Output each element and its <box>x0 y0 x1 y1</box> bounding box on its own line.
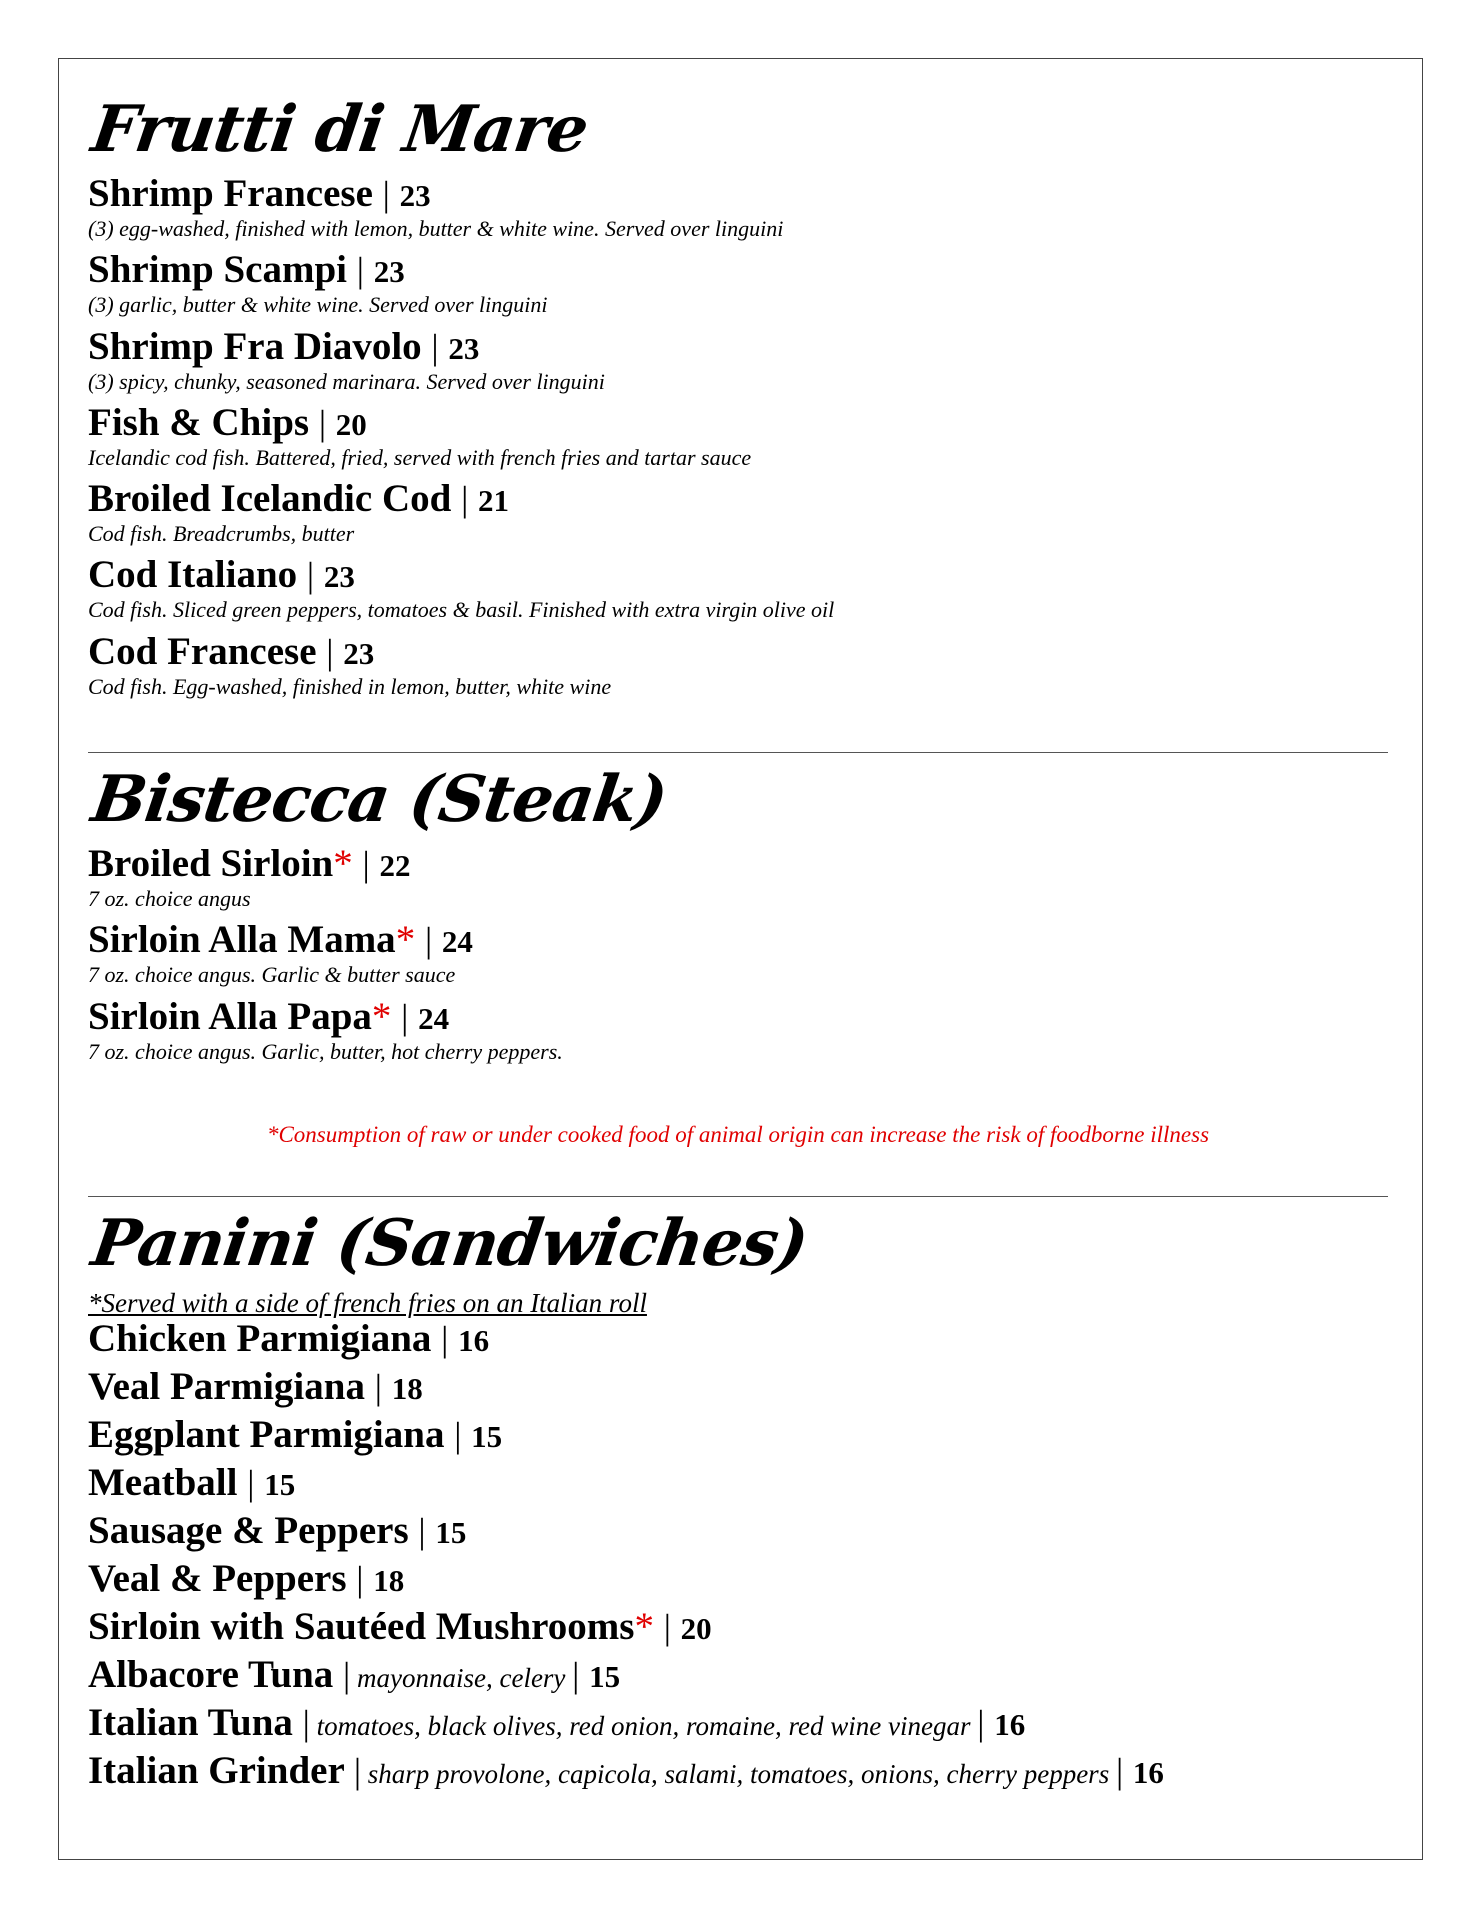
price-separator: | <box>382 174 390 214</box>
menu-item-title <box>88 629 1388 673</box>
item-name: Shrimp Scampi <box>88 248 347 292</box>
panini-item-list <box>88 1319 1388 1790</box>
item-price: 23 <box>448 330 480 366</box>
item-description: (3) spicy, chunky, seasoned marinara. Served over linguini <box>88 368 605 394</box>
section-title-seafood: Frutti di Mare <box>87 92 593 167</box>
item-price: 16 <box>994 1707 1026 1742</box>
menu-item-title <box>88 1367 1388 1406</box>
menu-item-title <box>88 248 1388 292</box>
menu-item <box>88 994 1388 1064</box>
menu-item-title <box>88 400 1388 444</box>
raw-food-warning: *Consumption of raw or under cooked food of animal origin can increase the risk of foodborne illness <box>266 1122 1210 1147</box>
raw-warning-asterisk: * <box>395 918 416 962</box>
menu-item <box>88 479 1388 546</box>
item-name: Cod Francese <box>88 629 317 673</box>
item-name: Broiled Sirloin <box>88 842 334 885</box>
menu-item-title <box>88 553 1388 597</box>
menu-item <box>88 174 1388 241</box>
item-description: (3) egg-washed, finished with lemon, butter & white wine. Served over linguini <box>88 216 784 241</box>
price-separator: | <box>326 631 334 672</box>
price-separator: | <box>353 1751 362 1791</box>
item-description: 7 oz. choice angus <box>88 886 251 911</box>
section-seafood <box>87 92 1388 708</box>
menu-item <box>88 1559 1388 1598</box>
item-price: 20 <box>680 1611 712 1646</box>
item-description: mayonnaise, celery <box>350 1663 573 1693</box>
menu-item-title <box>88 1319 1388 1358</box>
item-price: 15 <box>471 1419 503 1454</box>
price-separator: | <box>424 920 433 961</box>
item-price: 16 <box>458 1323 490 1358</box>
menu-item-title <box>88 844 1388 883</box>
item-name: Chicken Parmigiana <box>88 1317 432 1360</box>
item-price: 24 <box>418 1000 450 1036</box>
menu-item <box>88 250 1388 317</box>
item-name: Fish & Chips <box>88 400 310 444</box>
price-separator: | <box>318 402 327 443</box>
menu-item <box>88 324 1388 394</box>
item-price: 15 <box>264 1467 296 1502</box>
item-description: Cod fish. Breadcrumbs, butter <box>88 521 355 547</box>
menu-item <box>88 920 1388 987</box>
menu-item-title <box>88 324 1388 368</box>
item-description: (3) garlic, butter & white wine. Served over linguini <box>88 292 548 318</box>
item-price: 23 <box>323 559 355 595</box>
section-title-steak: Bistecca (Steak) <box>87 762 672 837</box>
menu-item <box>88 400 1388 470</box>
menu-item <box>88 1367 1388 1406</box>
item-name: Eggplant Parmigiana <box>88 1413 445 1456</box>
item-price: 22 <box>379 848 411 883</box>
price-separator: | <box>302 1703 310 1743</box>
item-description: 7 oz. choice angus. Garlic, butter, hot cherry peppers. <box>88 1038 563 1064</box>
item-price: 16 <box>1132 1755 1164 1790</box>
section-title-panini: Panini (Sandwiches) <box>87 1206 812 1281</box>
item-price: 18 <box>373 1563 405 1598</box>
menu-item <box>88 1511 1388 1550</box>
menu-item-title <box>88 1751 1388 1790</box>
menu-item <box>88 1703 1388 1742</box>
item-price: 24 <box>441 924 473 960</box>
price-separator: | <box>663 1607 671 1647</box>
raw-warning-asterisk: * <box>371 994 392 1038</box>
section-panini <box>87 1206 1388 1799</box>
price-separator: | <box>572 1655 580 1695</box>
item-price: 21 <box>478 483 510 519</box>
menu-item-title <box>88 1655 1388 1694</box>
section-divider <box>88 1196 1388 1197</box>
panini-served-note: *Served with a side of french fries on an Italian roll <box>88 1288 647 1318</box>
item-name: Sirloin Alla Papa <box>88 994 372 1038</box>
steak-item-list <box>88 844 1388 1064</box>
item-description: tomatoes, black olives, red onion, romaine, red wine vinegar <box>309 1711 978 1741</box>
price-separator: | <box>306 555 315 596</box>
item-name: Italian Tuna <box>88 1701 293 1744</box>
item-name: Sirloin Alla Mama <box>88 918 396 962</box>
item-description: 7 oz. choice angus. Garlic & butter sauce <box>88 962 456 988</box>
raw-warning-asterisk: * <box>634 1605 654 1648</box>
price-separator: | <box>343 1655 351 1695</box>
price-separator: | <box>431 326 439 367</box>
price-separator: | <box>247 1463 255 1503</box>
item-price: 23 <box>343 635 375 671</box>
item-name: Sirloin with Sautéed Mushrooms <box>88 1605 635 1648</box>
menu-item-title <box>88 1511 1388 1550</box>
item-price: 23 <box>399 178 431 213</box>
price-separator: | <box>401 996 409 1037</box>
price-separator: | <box>418 1511 426 1551</box>
menu-item <box>88 1319 1388 1358</box>
item-name: Cod Italiano <box>88 553 298 597</box>
price-separator: | <box>441 1319 449 1359</box>
menu-item-title <box>88 1463 1388 1502</box>
item-price: 18 <box>391 1371 423 1406</box>
item-name: Meatball <box>88 1461 238 1504</box>
price-separator: | <box>454 1415 462 1455</box>
menu-item <box>88 844 1388 911</box>
item-name: Italian Grinder <box>88 1749 345 1792</box>
menu-item <box>88 1463 1388 1502</box>
item-name: Broiled Icelandic Cod <box>88 477 452 521</box>
item-description: Cod fish. Egg-washed, finished in lemon, butter, white wine <box>88 673 612 699</box>
section-steak <box>87 762 1388 1073</box>
item-name: Veal & Peppers <box>88 1557 347 1600</box>
item-name: Shrimp Fra Diavolo <box>88 324 422 368</box>
menu-item-title <box>88 1559 1388 1598</box>
menu-item-title <box>88 477 1388 521</box>
menu-item-title <box>88 174 1388 213</box>
item-description: Icelandic cod fish. Battered, fried, served with french fries and tartar sauce <box>88 444 752 470</box>
raw-warning-asterisk: * <box>333 842 353 885</box>
menu-item <box>88 1415 1388 1454</box>
item-name: Veal Parmigiana <box>88 1365 365 1408</box>
price-separator: | <box>461 479 469 520</box>
price-separator: | <box>1115 1751 1124 1791</box>
menu-item <box>88 555 1388 622</box>
price-separator: | <box>374 1367 382 1407</box>
item-description: sharp provolone, capicola, salami, tomatoes, onions, cherry peppers <box>361 1759 1116 1789</box>
menu-item-title <box>88 918 1388 962</box>
menu-item-title <box>88 1607 1388 1646</box>
item-name: Shrimp Francese <box>88 172 373 215</box>
item-price: 15 <box>589 1659 621 1694</box>
price-separator: | <box>362 844 370 884</box>
price-separator: | <box>356 1559 364 1599</box>
menu-item-title <box>88 1415 1388 1454</box>
seafood-item-list <box>88 174 1388 699</box>
menu-item-title <box>88 994 1388 1038</box>
menu-item <box>88 1655 1388 1694</box>
item-price: 23 <box>373 254 405 290</box>
price-separator: | <box>356 250 364 291</box>
price-separator: | <box>977 1703 985 1743</box>
section-divider <box>88 752 1388 753</box>
menu-item-title <box>88 1703 1388 1742</box>
menu-item <box>88 1607 1388 1646</box>
item-name: Sausage & Peppers <box>88 1509 409 1552</box>
menu-item <box>88 1751 1388 1790</box>
item-price: 20 <box>335 406 367 442</box>
menu-item <box>88 629 1388 699</box>
item-price: 15 <box>435 1515 467 1550</box>
item-name: Albacore Tuna <box>88 1653 334 1696</box>
item-description: Cod fish. Sliced green peppers, tomatoes & basil. Finished with extra virgin olive oil <box>88 597 835 623</box>
